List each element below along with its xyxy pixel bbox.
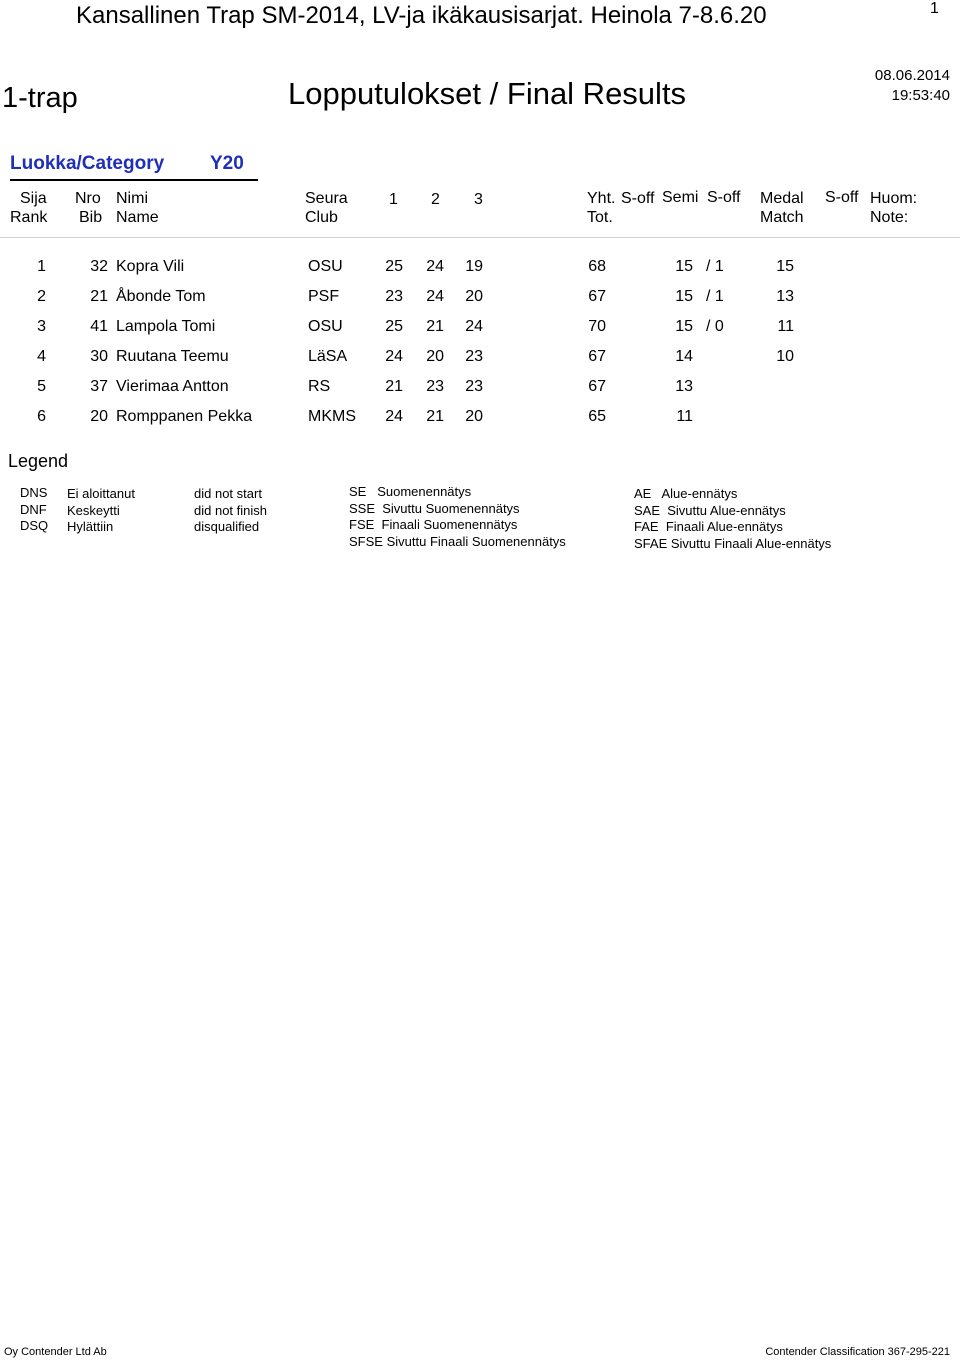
col-name-en: Name [116, 209, 159, 226]
legend-code: SSE [349, 500, 376, 516]
col-shootoff-2: S-off [707, 189, 741, 206]
athlete-name: Lampola Tomi [116, 318, 216, 335]
round-3: 23 [465, 378, 483, 395]
legend-status-en [194, 486, 267, 536]
report-time: 19:53:40 [891, 87, 950, 104]
bib: 32 [90, 258, 108, 275]
col-rank-en: Rank [10, 209, 48, 226]
bib: 41 [90, 318, 108, 335]
category-label: Luokka/Category [10, 153, 165, 174]
col-bib-fi: Nro [75, 190, 101, 207]
bib: 20 [90, 408, 108, 425]
col-bib-en: Bib [79, 209, 103, 226]
col-shootoff-1: S-off [621, 190, 655, 207]
col-note-fi: Huom: [870, 190, 918, 207]
col-name-fi: Nimi [116, 190, 148, 207]
round-3: 20 [465, 288, 483, 305]
rank: 3 [37, 318, 46, 335]
category-value: Y20 [210, 153, 244, 174]
legend-record [634, 536, 831, 553]
semi-score: 14 [675, 348, 693, 365]
legend-code: FSE [349, 517, 375, 532]
legend-record [349, 517, 566, 534]
table-row [0, 258, 960, 288]
round-3: 20 [465, 408, 483, 425]
athlete-name: Kopra Vili [116, 258, 185, 275]
round-2: 24 [426, 258, 444, 275]
footer-classification: Contender Classification 367-295-221 [765, 1346, 950, 1358]
legend-records-area [634, 486, 831, 552]
semi-shootoff: / 1 [706, 288, 724, 305]
legend-text: Suomenennätys [377, 484, 472, 499]
legend-code: DNS [20, 485, 48, 500]
round-1: 25 [385, 318, 403, 335]
col-round-2: 2 [431, 191, 440, 208]
legend-code: DSQ [20, 518, 49, 533]
rank: 2 [37, 288, 46, 305]
round-2: 24 [426, 288, 444, 305]
total: 67 [588, 348, 606, 365]
round-3: 23 [465, 348, 483, 365]
legend-text: Alue-ennätys [661, 486, 738, 501]
round-2: 21 [426, 318, 444, 335]
club: OSU [308, 258, 343, 275]
legend-record [634, 519, 831, 536]
bib: 37 [90, 378, 108, 395]
col-medal-en: Match [760, 209, 804, 226]
competition-title: Kansallinen Trap SM-2014, LV-ja ikäkausisarjat. Heinola 7-8.6.20 [76, 2, 767, 29]
legend-text: Sivuttu Finaali Suomenennätys [386, 533, 566, 549]
club: MKMS [308, 408, 356, 425]
rank: 6 [37, 408, 46, 425]
total: 67 [588, 378, 606, 395]
legend-code: SFSE [349, 533, 383, 549]
category-underline [10, 179, 258, 181]
col-shootoff-3: S-off [825, 189, 859, 206]
round-1: 23 [385, 288, 403, 305]
legend-text: Finaali Suomenennätys [381, 517, 518, 532]
legend-text-fi: Keskeytti [67, 502, 120, 518]
legend-code: AE [634, 486, 652, 501]
col-total-fi: Yht. [587, 190, 616, 207]
col-round-1: 1 [389, 191, 398, 208]
semi-score: 15 [675, 258, 693, 275]
report-date: 08.06.2014 [874, 67, 950, 84]
round-3: 19 [465, 258, 483, 275]
legend-code: SE [349, 484, 367, 499]
legend-record [349, 501, 566, 518]
bib: 21 [90, 288, 108, 305]
semi-score: 15 [675, 288, 693, 305]
legend-code: DNF [20, 501, 47, 517]
total: 65 [588, 408, 606, 425]
medal-score: 13 [776, 288, 794, 305]
total: 67 [588, 288, 606, 305]
semi-shootoff: / 1 [706, 258, 724, 275]
discipline: 1-trap [2, 82, 78, 114]
total: 68 [588, 258, 606, 275]
table-row [0, 348, 960, 378]
footer-company: Oy Contender Ltd Ab [4, 1346, 107, 1358]
medal-score: 11 [777, 318, 794, 335]
athlete-name: Romppanen Pekka [116, 408, 253, 425]
medal-score: 15 [776, 258, 794, 275]
legend-status-codes [20, 485, 48, 535]
semi-score: 15 [675, 318, 693, 335]
legend-text-en: disqualified [194, 519, 260, 534]
club: RS [308, 378, 331, 395]
col-note-en: Note: [870, 209, 909, 226]
legend-text: Sivuttu Finaali Alue-ennätys [670, 535, 832, 551]
table-row [0, 288, 960, 318]
round-3: 24 [465, 318, 483, 335]
col-round-3: 3 [474, 191, 483, 208]
athlete-name: Vierimaa Antton [116, 378, 229, 395]
semi-shootoff: / 0 [706, 318, 724, 335]
round-2: 23 [426, 378, 444, 395]
medal-score: 10 [776, 348, 794, 365]
page-number: 1 [930, 0, 939, 17]
legend-records-national [349, 484, 566, 550]
legend-record [634, 503, 831, 520]
table-row [0, 408, 960, 438]
legend-code: SFAE [634, 535, 668, 551]
col-semi: Semi [662, 189, 699, 206]
bib: 30 [90, 348, 108, 365]
legend-title: Legend [8, 451, 69, 471]
table-row [0, 318, 960, 348]
club: LäSA [308, 348, 348, 365]
rank: 5 [37, 378, 46, 395]
legend-code: SAE [634, 502, 661, 518]
legend-text-fi: Hylättiin [67, 519, 114, 534]
col-medal-fi: Medal [760, 190, 804, 207]
club: OSU [308, 318, 343, 335]
total: 70 [588, 318, 606, 335]
legend-record [634, 486, 831, 503]
athlete-name: Ruutana Teemu [116, 348, 229, 365]
legend-text-fi: Ei aloittanut [67, 486, 135, 501]
legend-record [349, 484, 566, 501]
header-divider [0, 237, 960, 238]
legend-text: Finaali Alue-ennätys [665, 519, 783, 534]
legend-record [349, 534, 566, 551]
col-rank-fi: Sija [20, 190, 47, 207]
legend-text: Sivuttu Alue-ennätys [667, 502, 786, 518]
round-2: 20 [426, 348, 444, 365]
round-2: 21 [426, 408, 444, 425]
col-club-en: Club [305, 209, 338, 226]
col-total-en: Tot. [587, 209, 613, 226]
legend-text-en: did not start [194, 486, 262, 501]
round-1: 21 [385, 378, 403, 395]
rank: 4 [37, 348, 46, 365]
legend-status-fi [67, 486, 135, 536]
round-1: 25 [385, 258, 403, 275]
semi-score: 13 [675, 378, 693, 395]
athlete-name: Åbonde Tom [116, 288, 206, 305]
semi-score: 11 [676, 408, 693, 425]
col-club-fi: Seura [305, 190, 348, 207]
legend-code: FAE [634, 519, 659, 534]
legend-text: Sivuttu Suomenennätys [382, 500, 520, 516]
club: PSF [308, 288, 340, 305]
rank: 1 [37, 258, 46, 275]
table-row [0, 378, 960, 408]
legend-text-en: did not finish [194, 502, 267, 518]
round-1: 24 [385, 348, 403, 365]
results-heading: Lopputulokset / Final Results [288, 76, 687, 111]
round-1: 24 [385, 408, 403, 425]
